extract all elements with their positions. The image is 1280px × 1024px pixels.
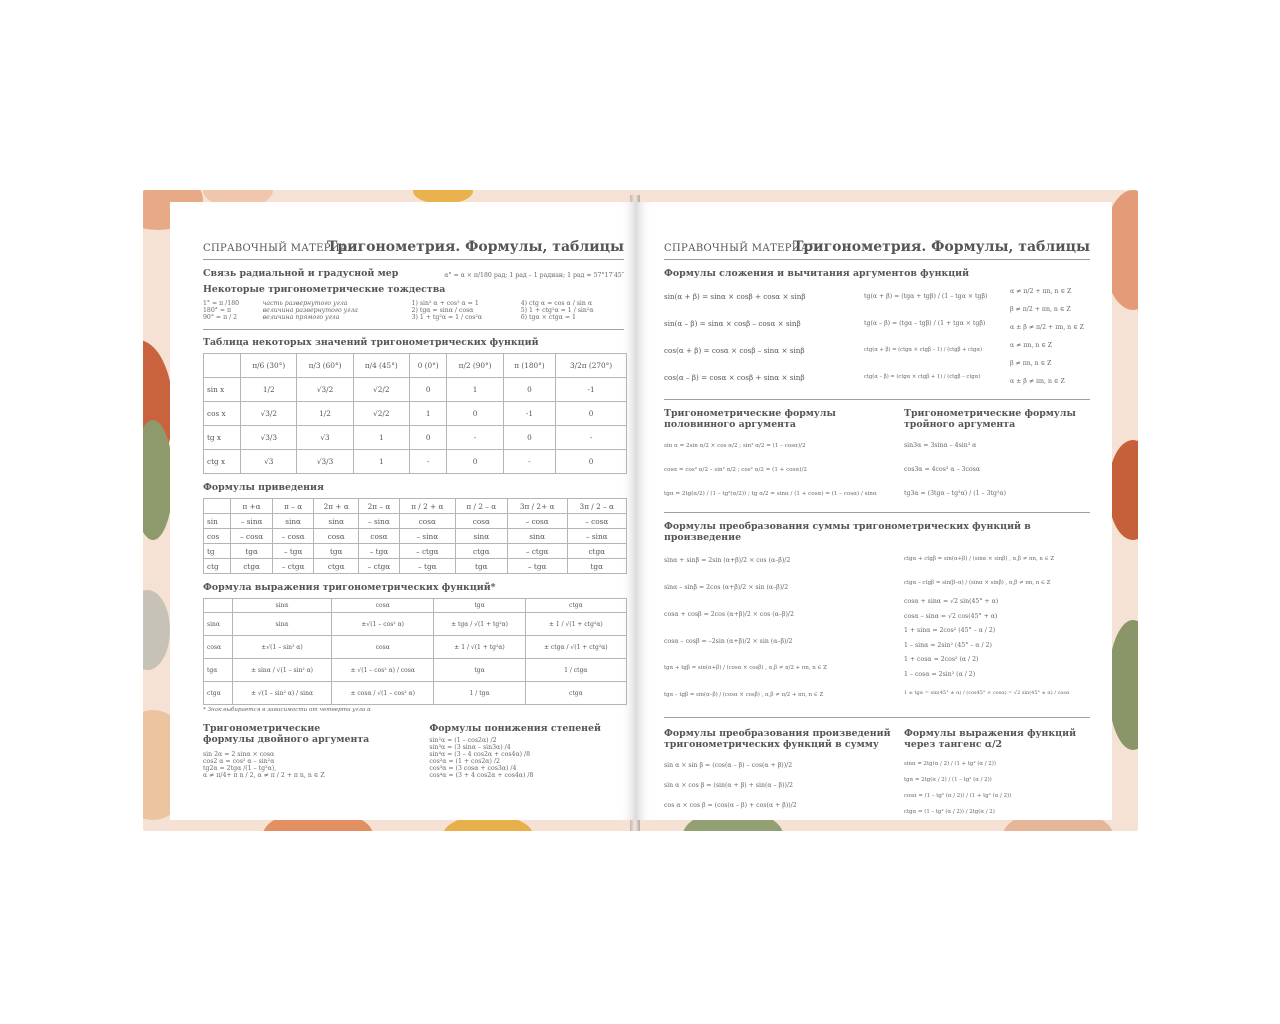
table-cell: 1/2 — [241, 378, 297, 402]
table-cell: ± ctgα / √(1 + ctg²α) — [525, 636, 626, 659]
double-line: α ≠ π/4+ π n / 2, α ≠ π / 2 + π n, n ∈ Z — [203, 772, 325, 779]
identity-line: величина развернутого угла — [262, 307, 359, 314]
condition-line: α ≠ π/2 + πn, n ∈ Z — [1010, 288, 1072, 295]
heading-tangent: Формулы выражения функций через тангенс α/2 — [904, 728, 1077, 750]
table-cell: – cosα — [231, 529, 273, 544]
sum-product-line: sinα – sinβ = 2cos (α+β)/2 × sin (α–β)/2 — [664, 584, 789, 591]
table-row-label: tgα — [204, 659, 233, 682]
sum-product-line: tgα – tgβ = sin(α–β) / (cosα × cosβ) , α,β ≠ π/2 + πn, n ∈ Z — [664, 692, 824, 698]
addition-tg-line: tg(α – β) = (tgα – tgβ) / (1 + tgα × tgβ) — [864, 320, 986, 327]
table-cell: √3 — [297, 426, 353, 450]
identities-col2 — [263, 300, 412, 321]
table-cell: 1 — [447, 378, 503, 402]
expression-note: * Знак выбирается в зависимости от четверти угла α — [203, 707, 371, 713]
table-header-cell: π (180°) — [503, 354, 555, 378]
table-header-cell: 3/2π (270°) — [556, 354, 627, 378]
table-cell: √3/2 — [297, 378, 353, 402]
table-header-cell: 2π + α — [314, 499, 359, 514]
right-page — [636, 202, 1112, 820]
table-cell: ± 1 / √(1 + tg²α) — [434, 636, 525, 659]
heading-radian: Связь радиальной и градусной мер — [203, 268, 399, 279]
table-header-row — [204, 354, 627, 378]
table-cell: √3/3 — [241, 426, 297, 450]
table-row — [204, 659, 627, 682]
table-cell: ± √(1 – sin² α) / sinα — [233, 682, 332, 705]
triple-line: tg3α = (3tgα – tg³α) / (1 – 3tg²α) — [904, 490, 1007, 497]
table-header-cell — [204, 354, 241, 378]
table-cell: 0 — [556, 450, 627, 474]
table-header-cell: π / 2 + α — [399, 499, 455, 514]
reduction-table — [203, 498, 627, 574]
table-cell: – cosα — [507, 514, 567, 529]
table-cell: – ctgα — [399, 544, 455, 559]
addition-sincos — [664, 283, 864, 391]
table-header-cell: sinα — [233, 599, 332, 613]
table-header-cell: π/4 (45°) — [353, 354, 409, 378]
table-row-label: cos x — [204, 402, 241, 426]
lowering-line: sin⁴α = (3 – 4 cos2α + cos4α) /8 — [429, 751, 531, 758]
identity-line: величина прямого угла — [262, 314, 340, 321]
table-cell: – ctgα — [359, 559, 400, 574]
half-line: tgα = 2tg(α/2) / (1 – tg²(α/2)) ; tg α/2 = sinα / (1 + cosα) = (1 – cosα) / sinα — [664, 491, 877, 497]
page-title: Тригонометрия. Формулы, таблицы — [792, 239, 1090, 255]
heading-expression: Формула выражения тригонометрических функций* — [203, 582, 496, 593]
table-cell: sinα — [272, 514, 314, 529]
table-header-cell: π / 2 – α — [455, 499, 507, 514]
table-header-cell: ctgα — [525, 599, 626, 613]
condition-line: α ≠ πn, n ∈ Z — [1010, 342, 1053, 349]
table-header-row — [204, 499, 627, 514]
table-cell: ± cosα / √(1 – cos² α) — [331, 682, 434, 705]
table-row-label: sinα — [204, 613, 233, 636]
table-row-label: sin x — [204, 378, 241, 402]
table-header-cell: π/3 (60°) — [297, 354, 353, 378]
sum-product-line: 1 – sinα = 2sin² (45° – α / 2) — [904, 641, 992, 649]
table-cell: ± 1 / √(1 + ctg²α) — [525, 613, 626, 636]
table-header-cell: π/6 (30°) — [241, 354, 297, 378]
table-cell: cosα — [359, 529, 400, 544]
table-cell: – cosα — [272, 529, 314, 544]
table-row — [204, 544, 627, 559]
half-triple-block — [664, 408, 1090, 513]
triple-line: sin3α = 3sinα – 4sin³ α — [904, 442, 977, 449]
table-row — [204, 613, 627, 636]
table-cell: - — [447, 426, 503, 450]
left-page-header — [203, 220, 624, 260]
table-cell: cosα — [314, 529, 359, 544]
table-row-label: ctgα — [204, 682, 233, 705]
left-page — [170, 202, 636, 820]
addition-tg-line: ctg(α + β) = (ctgα × ctgβ – 1) / (ctgβ + ctgα) — [864, 347, 983, 353]
identities-col1 — [203, 300, 263, 321]
condition-line: β ≠ π/2 + πn, n ∈ Z — [1010, 306, 1071, 313]
sum-product-line: cosα + cosβ = 2cos (α+β)/2 × cos (α–β)/2 — [664, 611, 794, 618]
sum-product-line: tgα + tgβ = sin(α+β) / (cosα × cosβ) , α,β ≠ π/2 + πn, n ∈ Z — [664, 665, 827, 671]
double-line: tg2α = 2tgα /(1 – tg²α), — [203, 765, 277, 772]
table-cell: ±√(1 – cos² α) — [331, 613, 434, 636]
table-cell: sinα — [507, 529, 567, 544]
heading-double: Тригонометрические формулы двойного аргумента — [203, 723, 370, 745]
addition-tg — [864, 283, 1010, 391]
table-cell: ctgα — [455, 544, 507, 559]
sum-product-block — [664, 547, 1090, 718]
table-cell: 1 / ctgα — [525, 659, 626, 682]
table-row — [204, 378, 627, 402]
heading-triple: Тригонометрические формулы тройного аргумента — [904, 408, 1076, 430]
table-cell: 0 — [556, 402, 627, 426]
table-cell: sinα — [455, 529, 507, 544]
expression-table — [203, 598, 627, 705]
lowering-line: sin²α = (1 – cos2α) /2 — [429, 737, 497, 744]
table-header-cell: 0 (0°) — [409, 354, 447, 378]
table-header-cell: 3π / 2 – α — [567, 499, 627, 514]
table-cell: - — [503, 450, 555, 474]
table-cell: √2/2 — [353, 402, 409, 426]
sum-product-left — [664, 547, 904, 709]
table-cell: ± √(1 – cos² α) / cosα — [331, 659, 434, 682]
table-cell: √3 — [241, 450, 297, 474]
addition-tg-line: tg(α + β) = (tgα + tgβ) / (1 – tgα × tgβ) — [864, 293, 988, 300]
table-cell: √3/2 — [241, 402, 297, 426]
table-cell: 1/2 — [297, 402, 353, 426]
cover-decor-right-green — [1108, 620, 1138, 750]
sum-product-line: 1 + sinα = 2cos² (45° – α / 2) — [904, 627, 996, 634]
table-cell: sinα — [314, 514, 359, 529]
cover-decor-right-rust — [1108, 440, 1138, 540]
addition-line: sin(α – β) = sinα × cosβ – cosα × sinβ — [664, 319, 801, 328]
table-row-label: sin — [204, 514, 231, 529]
section-label: СПРАВОЧНЫЙ МАТЕРИАЛ — [664, 243, 818, 254]
product-sum-line: cos α × cos β = (cos(α – β) + cos(α + β))/2 — [664, 802, 797, 809]
identity-line: 6) tgα × ctgα = 1 — [520, 314, 576, 321]
table-cell: 1 — [353, 450, 409, 474]
table-row — [204, 450, 627, 474]
table-cell: 0 — [409, 426, 447, 450]
table-cell: – sinα — [399, 529, 455, 544]
table-row — [204, 426, 627, 450]
sum-product-line: sinα + sinβ = 2sin (α+β)/2 × cos (α–β)/2 — [664, 557, 791, 564]
table-cell: tgα — [231, 544, 273, 559]
sum-product-line: cosα – sinα = √2 cos(45° + α) — [904, 612, 998, 620]
table-row — [204, 514, 627, 529]
table-cell: 0 — [447, 402, 503, 426]
values-table — [203, 353, 627, 474]
product-sum-block — [664, 728, 904, 820]
lowering-line: cos³α = (3 cosα + cos3α) /4 — [429, 765, 517, 772]
lowering-block — [429, 723, 624, 779]
identity-line: 180° = π — [203, 307, 232, 314]
heading-product-sum: Формулы преобразования произведений тригонометрических функций в сумму — [664, 728, 891, 750]
right-page-header — [664, 220, 1090, 260]
table-cell: – sinα — [359, 514, 400, 529]
tangent-block — [904, 728, 1090, 820]
table-cell: tgα — [455, 559, 507, 574]
table-cell: 0 — [503, 378, 555, 402]
table-cell: ctgα — [567, 544, 627, 559]
table-row-label: tg — [204, 544, 231, 559]
double-line: cos2 α = cos² α – sin²α — [203, 758, 275, 765]
table-cell: – ctgα — [507, 544, 567, 559]
product-sum-line: sin α × sin β = (cos(α – β) – cos(α + β))/2 — [664, 762, 793, 769]
addition-block — [664, 283, 1090, 400]
table-cell: ctgα — [231, 559, 273, 574]
product-sum-line: sin α × cos β = (sin(α + β) + sin(α – β))/2 — [664, 782, 793, 789]
section-label: СПРАВОЧНЫЙ МАТЕРИАЛ — [203, 243, 357, 254]
table-header-cell: 3π / 2+ α — [507, 499, 567, 514]
table-cell: ctgα — [525, 682, 626, 705]
condition-line: α ± β ≠ π/2 + πn, n ∈ Z — [1010, 324, 1084, 331]
table-row — [204, 559, 627, 574]
lowering-line: cos⁴α = (3 + 4 cos2α + cos4α) /8 — [429, 772, 534, 779]
table-cell: 0 — [447, 450, 503, 474]
table-header-cell: cosα — [331, 599, 434, 613]
table-cell: – tgα — [399, 559, 455, 574]
addition-line: sin(α + β) = sinα × cosβ + cosα × sinβ — [664, 292, 806, 301]
table-row-label: cosα — [204, 636, 233, 659]
tangent-line: tgα = 2tg(α / 2) / (1 – tg² (α / 2)) — [904, 777, 992, 783]
table-cell: ± sinα / √(1 – sin² α) — [233, 659, 332, 682]
table-cell: ctgα — [314, 559, 359, 574]
table-cell: – tgα — [507, 559, 567, 574]
lowering-line: sin³α = (3 sinα – sin3α) /4 — [429, 744, 511, 751]
table-header-cell: 2π – α — [359, 499, 400, 514]
half-line: cosα = cos² α/2 – sin² α/2 ; cos² α/2 = (1 + cosα)/2 — [664, 467, 807, 473]
table-cell: - — [556, 426, 627, 450]
table-cell: – sinα — [231, 514, 273, 529]
sum-product-line: cosα – cosβ = –2sin (α+β)/2 × sin (α–β)/2 — [664, 638, 793, 645]
heading-lowering: Формулы понижения степеней — [429, 723, 601, 734]
sum-product-line: 1 ± tgα = sin(45° ± α) / (cos45° × cosα) = √2 sin(45° ± α) / cosα — [904, 690, 1070, 696]
table-cell: – ctgα — [272, 559, 314, 574]
table-cell: cosα — [331, 636, 434, 659]
table-cell: -1 — [503, 402, 555, 426]
half-argument-block — [664, 408, 904, 506]
identity-line: 2) tgα = sinα / cosα — [411, 307, 474, 314]
identity-line: 3) 1 + tg²α = 1 / cos²α — [411, 314, 483, 321]
table-cell: √3/3 — [297, 450, 353, 474]
heading-identities: Некоторые тригонометрические тождества — [203, 284, 446, 295]
sum-product-line: 1 + cosα = 2cos² (α / 2) — [904, 656, 979, 663]
table-cell: tgα — [314, 544, 359, 559]
table-cell: – sinα — [567, 529, 627, 544]
table-cell: 1 — [353, 426, 409, 450]
cover-decor-grey — [143, 590, 170, 670]
tangent-line: sinα = 2tg(α / 2) / (1 + tg² (α / 2)) — [904, 761, 996, 767]
table-cell: – tgα — [272, 544, 314, 559]
identities-col4 — [521, 300, 624, 321]
triple-line: cos3α = 4cos³ α – 3cosα — [904, 466, 981, 473]
heading-half: Тригонометрические формулы половинного аргумента — [664, 408, 836, 430]
table-cell: - — [409, 450, 447, 474]
table-header-cell: π/2 (90°) — [447, 354, 503, 378]
identity-line: 4) ctg α = cos α / sin α — [520, 300, 593, 307]
sum-product-line: ctgα – ctgβ = sin(β–α) / (sinα × sinβ) , α,β ≠ πn, n ∈ Z — [904, 580, 1051, 586]
table-cell: 1 / tgα — [434, 682, 525, 705]
tangent-line: ctgα = (1 – tg² (α / 2)) / 2tg(α / 2) — [904, 809, 995, 815]
table-header-cell: π +α — [231, 499, 273, 514]
sum-product-line: cosα + sinα = √2 sin(45° + α) — [904, 598, 999, 605]
identity-line: 90° = π / 2 — [203, 314, 238, 321]
table-header-cell — [204, 599, 233, 613]
radian-formula: α° = α × π/180 рад; 1 рад – 1 радиан; 1 рад ≈ 57°17′45″ — [444, 272, 624, 279]
table-cell: – cosα — [567, 514, 627, 529]
bottom-right-block — [664, 728, 1090, 820]
table-row-label: tg x — [204, 426, 241, 450]
sum-product-line: ctgα + ctgβ = sin(α+β) / (sinα × sinβ) , α,β ≠ πn, n ∈ Z — [904, 556, 1055, 562]
table-row-label: ctg — [204, 559, 231, 574]
addition-line: cos(α – β) = cosα × cosβ + sinα × sinβ — [664, 373, 805, 382]
table-cell: √2/2 — [353, 378, 409, 402]
table-cell: sinα — [233, 613, 332, 636]
half-line: sin α = 2sin α/2 × cos α/2 ; sin² α/2 = (1 – cosα)/2 — [664, 443, 806, 449]
identities-block — [203, 300, 624, 330]
heading-addition: Формулы сложения и вычитания аргументов функций — [664, 268, 970, 279]
table-cell: tgα — [434, 659, 525, 682]
identity-line: 1° = π /180 — [203, 300, 240, 307]
table-cell: ± tgα / √(1 + tg²α) — [434, 613, 525, 636]
table-row — [204, 529, 627, 544]
table-cell: 1 — [409, 402, 447, 426]
table-header-cell — [204, 499, 231, 514]
table-header-cell: π – α — [272, 499, 314, 514]
table-row — [204, 636, 627, 659]
sum-product-line: 1 – cosα = 2sin² (α / 2) — [904, 670, 976, 678]
table-header-cell: tgα — [434, 599, 525, 613]
identity-line: часть развернутого угла — [262, 300, 348, 307]
addition-conditions — [1010, 283, 1090, 391]
triple-argument-block — [904, 408, 1090, 506]
heading-sum-product: Формулы преобразования суммы тригонометрических функций в произведение — [664, 521, 1031, 543]
table-cell: cosα — [455, 514, 507, 529]
identities-col3 — [412, 300, 521, 321]
table-row-label: cos — [204, 529, 231, 544]
table-cell: – tgα — [359, 544, 400, 559]
double-line: sin 2α = 2 sinα × cosα — [203, 751, 275, 758]
table-cell: 0 — [503, 426, 555, 450]
condition-line: β ≠ πn, n ∈ Z — [1010, 360, 1052, 367]
table-row — [204, 402, 627, 426]
table-row-label: ctg x — [204, 450, 241, 474]
table-cell: ±√(1 – sin² α) — [233, 636, 332, 659]
sum-product-right — [904, 547, 1090, 709]
heading-values-table: Таблица некоторых значений тригонометрических функций — [203, 337, 539, 348]
table-row — [204, 682, 627, 705]
page-title: Тригонометрия. Формулы, таблицы — [326, 239, 624, 255]
condition-line: α ± β ≠ πn, n ∈ Z — [1010, 378, 1065, 385]
table-cell: cosα — [399, 514, 455, 529]
lowering-line: cos²α = (1 + cos2α) /2 — [429, 758, 500, 765]
addition-tg-line: ctg(α – β) = (ctgα × ctgβ + 1) / (ctgβ – ctgα) — [864, 374, 981, 380]
table-cell: -1 — [556, 378, 627, 402]
table-cell: tgα — [567, 559, 627, 574]
double-argument-block — [203, 723, 429, 779]
addition-line: cos(α + β) = cosα × cosβ – sinα × sinβ — [664, 346, 805, 355]
identity-line: 5) 1 + ctg²α = 1 / sin²α — [520, 307, 594, 314]
table-cell: 0 — [409, 378, 447, 402]
table-header-row — [204, 599, 627, 613]
identity-line: 1) sin² α + cos² α = 1 — [411, 300, 479, 307]
tangent-line: cosα = (1 – tg² (α / 2)) / (1 + tg² (α / 2)) — [904, 793, 1012, 799]
heading-reduction: Формулы приведения — [203, 482, 324, 493]
